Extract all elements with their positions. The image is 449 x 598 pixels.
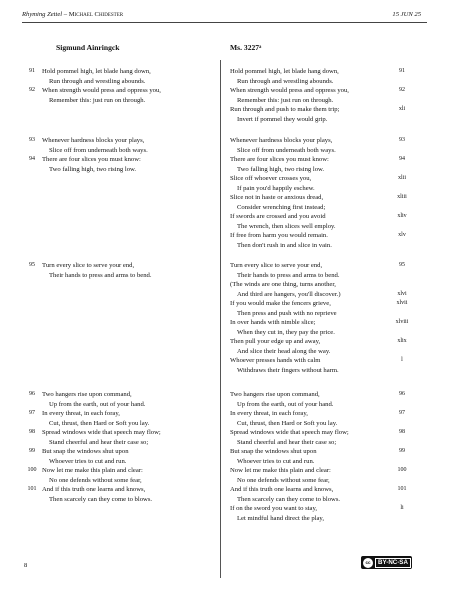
verse-number: 99 — [29, 448, 35, 454]
verse-line: In every threat, in each foray, — [42, 410, 120, 417]
verse-line: Then scarcely can they come to blows. — [49, 495, 153, 503]
verse-number: xliv — [397, 213, 407, 219]
verse-line: When strength would press and oppress you, — [230, 87, 349, 94]
verse-number: 92 — [29, 87, 35, 93]
verse-number: 94 — [399, 156, 405, 162]
verse-line: Their hands to press and arms to bend. — [237, 271, 340, 279]
verse-number: 91 — [29, 68, 35, 74]
verse-number: 96 — [399, 391, 405, 397]
verse-number: 98 — [399, 429, 405, 435]
verse-line: Cut, thrust, then Hard or Soft you lay. — [237, 419, 338, 427]
verse-line: But snap the windows shut upon — [42, 448, 129, 455]
verse-number: 97 — [399, 410, 405, 416]
verse-number: li — [400, 505, 404, 511]
verse-number: 99 — [399, 448, 405, 454]
verse-line: Slice off from underneath both ways. — [49, 146, 148, 154]
verse-line: Remember this: just run on through. — [49, 96, 146, 104]
verse-number: 93 — [29, 137, 35, 143]
verse-number: xlix — [397, 338, 407, 344]
verse-line: When they cut in, they pay the price. — [237, 328, 335, 336]
verse-number: 100 — [27, 467, 37, 473]
verse-line: Whoever presses hands with calm — [230, 357, 321, 364]
verse-line: Then press and push with no reprieve — [237, 309, 337, 317]
verse-line: Then pull your edge up and away, — [230, 338, 321, 345]
right-column-heading: Ms. 3227ᵃ — [230, 43, 262, 52]
verse-number: 95 — [29, 262, 35, 268]
verse-line: Spread windows wide that speech may flow; — [230, 429, 349, 436]
verse-line: Slice off from underneath both ways. — [237, 146, 336, 154]
verse-number: xlvi — [397, 290, 407, 297]
verse-line: Remember this: just run on through. — [237, 96, 334, 104]
verse-line: Two hangers rise upon command, — [230, 391, 320, 398]
verse-line: When strength would press and oppress you, — [42, 87, 161, 94]
verse-line: The wrench, then slices well employ. — [237, 222, 336, 230]
verse-line: If swords are crossed and you avoid — [230, 213, 326, 220]
verse-line: Then don't rush in and slice in vain. — [237, 241, 332, 249]
verse-line: There are four slices you must know: — [230, 156, 329, 163]
verse-line: Now let me make this plain and clear: — [230, 467, 331, 474]
verse-line: Turn every slice to serve your end, — [230, 262, 323, 269]
verse-number: 94 — [29, 156, 35, 162]
verse-line: There are four slices you must know: — [42, 156, 141, 163]
verse-number: 92 — [399, 87, 405, 93]
verse-line: Run through and push to make them trip; — [230, 106, 340, 113]
verse-line: In every threat, in each foray, — [230, 410, 308, 417]
verse-line: Slice not in haste or anxious dread, — [230, 194, 324, 201]
verse-number: xlv — [398, 232, 406, 238]
verse-line: And if this truth one learns and knows, — [42, 486, 146, 493]
verse-number: 101 — [397, 486, 407, 492]
verse-line: Stand cheerful and hear their case so; — [237, 438, 337, 446]
verse-number: 91 — [399, 68, 405, 74]
verse-line: And if this truth one learns and knows, — [230, 486, 334, 493]
verse-number: 101 — [27, 486, 37, 492]
cc-icon: cc — [363, 558, 373, 568]
verse-line: If you would make the fencers grieve, — [230, 300, 331, 307]
verse-line: No one defends without some fear, — [237, 476, 330, 484]
verse-number: xlviii — [395, 319, 409, 325]
verse-line: Up from the earth, out of your hand. — [49, 400, 146, 408]
verse-line: Invert if pommel they would grip. — [237, 115, 328, 123]
verse-line: If pain you'd happily eschew. — [237, 184, 315, 192]
verse-line: Withdraws their fingers without harm. — [237, 366, 339, 374]
license-badge — [361, 556, 412, 569]
verse-line: And third are hangers, you'll discover.) — [237, 290, 341, 298]
verse-line: Cut, thrust, then Hard or Soft you lay. — [49, 419, 150, 427]
author-name: Michael Chidester — [68, 11, 124, 18]
verse-number: 95 — [399, 262, 405, 268]
verse-line: Their hands to press and arms to bend. — [49, 271, 152, 279]
verse-line: Two falling high, two rising low. — [237, 165, 325, 173]
verse-line: No one defends without some fear, — [49, 476, 142, 484]
verse-line: Stand cheerful and hear their case so; — [49, 438, 149, 446]
verse-line: Two hangers rise upon command, — [42, 391, 132, 398]
verse-line: Then scarcely can they come to blows. — [237, 495, 341, 503]
verse-line: In over hands with nimble slice; — [230, 319, 316, 326]
verse-number: 100 — [397, 467, 407, 473]
verse-line: But snap the windows shut upon — [230, 448, 317, 455]
verse-line: Spread windows wide that speech may flow; — [42, 429, 161, 436]
running-title: Rhyming Zettel – Michael Chidester — [22, 11, 124, 18]
verse-number: 96 — [29, 391, 35, 397]
verse-line: Whoever tries to cut and run. — [49, 457, 127, 465]
verse-line: (The winds are one thing, turns another, — [230, 281, 336, 288]
verse-line: Let mindful hand direct the play, — [237, 514, 324, 522]
page-header — [22, 8, 427, 23]
verse-line: Run through and wrestling abounds. — [237, 77, 334, 85]
verse-line: If free from harm you would remain. — [230, 232, 328, 239]
verse-line: And slice their head along the way. — [237, 347, 331, 355]
verse-number: xli — [398, 106, 406, 112]
left-column-heading: Sigmund Ainringck — [56, 43, 120, 52]
verse-number: xlii — [397, 175, 406, 181]
verse-line: If on the sword you want to stay, — [230, 505, 317, 512]
verse-number: l — [401, 357, 403, 363]
verse-line: Slice off whoever crosses you, — [230, 175, 312, 182]
verse-line: Two falling high, two rising low. — [49, 165, 137, 173]
verse-number: xlvii — [396, 300, 408, 306]
license-text: BY-NC-SA — [375, 558, 411, 568]
header-date: 15 JUN 25 — [392, 11, 421, 18]
verse-line: Turn every slice to serve your end, — [42, 262, 135, 269]
verse-line: Whenever hardness blocks your plays, — [42, 137, 145, 144]
verse-line: Now let me make this plain and clear: — [42, 467, 143, 474]
verse-line: Up from the earth, out of your hand. — [237, 400, 334, 408]
verse-number: xliii — [397, 194, 407, 200]
page-number: 8 — [24, 562, 28, 569]
verse-number: 98 — [29, 429, 35, 435]
verse-line: Whenever hardness blocks your plays, — [230, 137, 333, 144]
verse-line: Consider wrenching first instead; — [237, 203, 326, 211]
verse-line: Hold pommel high, let blade hang down, — [230, 68, 339, 75]
verse-number: 97 — [29, 410, 35, 416]
column-divider — [220, 60, 221, 578]
verse-line: Hold pommel high, let blade hang down, — [42, 68, 151, 75]
verse-line: Run through and wrestling abounds. — [49, 77, 146, 85]
verse-number: 93 — [399, 137, 405, 143]
verse-line: Whoever tries to cut and run. — [237, 457, 315, 465]
